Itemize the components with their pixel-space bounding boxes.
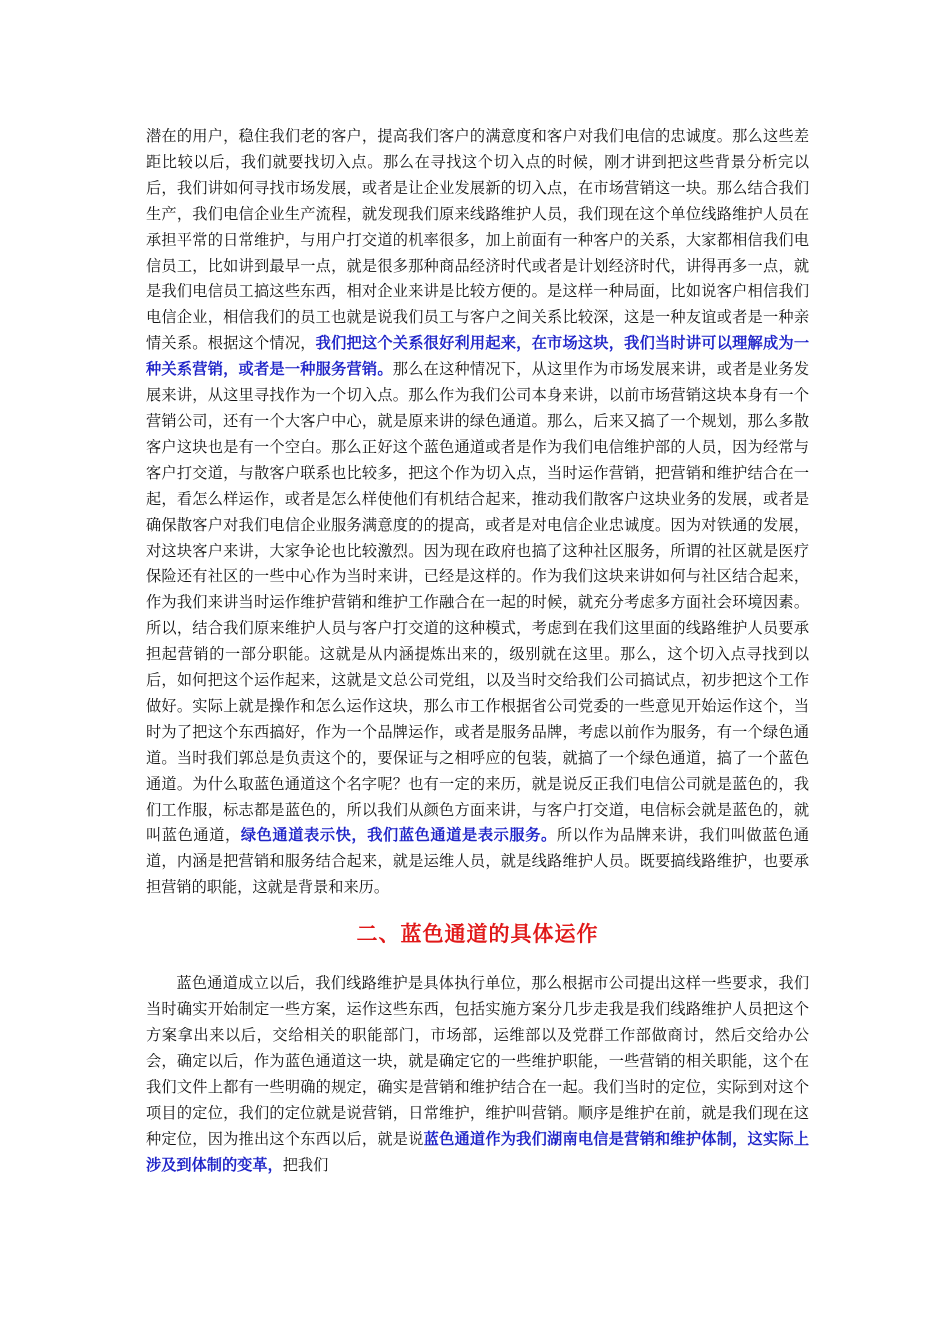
paragraph-text: 那么在这种情况下，从这里作为市场发展来讲，或者是业务发展来讲，从这里寻找作为一个切入点。那么作为我们公司本身来讲，以前市场营销这块本身有一个营销公司，还有一个大客户中心，就是原来讲的绿色通道。那么，后来又搞了一个规划，那么多散客户这块也是有一个空白。那么正好这个蓝色通道或者是作为我们电信维护部的人员，因为经常与客户打交道，与散客户联系也比较多，把这个作为切入点，当时运作营销，把营销和维护结合在一起，看怎么样运作，或者是怎么样使他们有机结合起来，推动我们散客户这块业务的发展，或者是确保散客户对我们电信企业服务满意度的的提高，或者是对电信企业忠诚度。因为对铁通的发展，对这块客户来讲，大家争论也比较激烈。因为现在政府也搞了这种社区服务，所谓的社区就是医疗保险还有社区的一些中心作为当时来讲，已经是这样的。作为我们这块来讲如何与社区结合起来，作为我们来讲当时运作维护营销和维护工作融合在一起的时候，就充分考虑多方面社会环境因素。所以，结合我们原来维护人员与客户打交道的这种模式，考虑到在我们这里面的线路维护人员要承担起营销的一部分职能。这就是从内涵提炼出来的，级别就在这里。那么，这个切入点寻找到以后，如何把这个运作起来，这就是文总公司党组，以及当时交给我们公司搞试点，初步把这个工作做好。实际上就是操作和怎么运作这块，那么市工作根据省公司党委的一些意见开始运作这个，当时为了把这个东西搞好，作为一个品牌运作，或者是服务品牌，考虑以前作为服务，有一个绿色通道。当时我们郭总是负责这个的，要保证与之相呼应的包装，就搞了一个绿色通道，搞了一个蓝色通道。为什么取蓝色通道这个名字呢？也有一定的来历，就是说反正我们电信公司就是蓝色的，我们工作服，标志都是蓝色的，所以我们从颜色方面来讲，与客户打交道，电信标会就是蓝色的，就叫蓝色通道， [146,360,810,845]
highlighted-text: 蓝色通道作为我们湖南电信是营销和维护体制，这实际上涉及到体制的变革， [146,1129,810,1174]
highlighted-text: 绿色通道表示快，我们蓝色通道是表示服务。 [240,826,557,845]
body-paragraph [146,971,809,1178]
section-heading: 二、蓝色通道的具体运作 [356,921,599,947]
paragraph-text: 潜在的用户，稳住我们老的客户，提高我们客户的满意度和客户对我们电信的忠诚度。那么这些差距比较以后，我们就要找切入点。那么在寻找这个切入点的时候，刚才讲到把这些背景分析完以后，我们讲如何寻找市场发展，或者是让企业发展新的切入点，在市场营销这一块。那么结合我们生产，我们电信企业生产流程，就发现我们原来线路维护人员，我们现在这个单位线路维护人员在承担平常的日常维护，与用户打交道的机率很多，加上前面有一种客户的关系，大家都相信我们电信员工，比如讲到最早一点，就是很多那种商品经济时代或者是计划经济时代，讲得再多一点，就是我们电信员工搞这些东西，相对企业来讲是比较方便的。是这样一种局面，比如说客户相信我们电信企业，相信我们的员工也就是说我们员工与客户之间关系比较深，这是一种友谊或者是一种亲情关系。根据这个情况， [146,127,809,353]
body-paragraph [146,124,809,901]
paragraph-text: 把我们 [282,1155,329,1174]
paragraph-text: 所以作为品牌来讲，我们叫做蓝色通道，内涵是把营销和服务结合起来，就是运维人员，就是线路维护人员。既要搞线路维护，也要承担营销的职能，这就是背景和来历。 [146,826,810,897]
paragraph-text: 蓝色通道成立以后，我们线路维护是具体执行单位，那么根据市公司提出这样一些要求，我们当时确实开始制定一些方案，运作这些东西，包括实施方案分几步走我是我们线路维护人员把这个方案拿出来以后，交给相关的职能部门，市场部，运维部以及党群工作部做商讨，然后交给办公会，确定以后，作为蓝色通道这一块，就是确定它的一些维护职能，一些营销的相关职能，这个在我们文件上都有一些明确的规定，确实是营销和维护结合在一起。我们当时的定位，实际到对这个项目的定位，我们的定位就是说营销，日常维护，维护叫营销。顺序是维护在前，就是我们现在这种定位，因为推出这个东西以后，就是说 [146,974,809,1148]
highlighted-text: 我们把这个关系很好利用起来，在市场这块，我们当时讲可以理解成为一种关系营销，或者是一种服务营销。 [146,334,810,379]
document-page [146,124,809,1178]
